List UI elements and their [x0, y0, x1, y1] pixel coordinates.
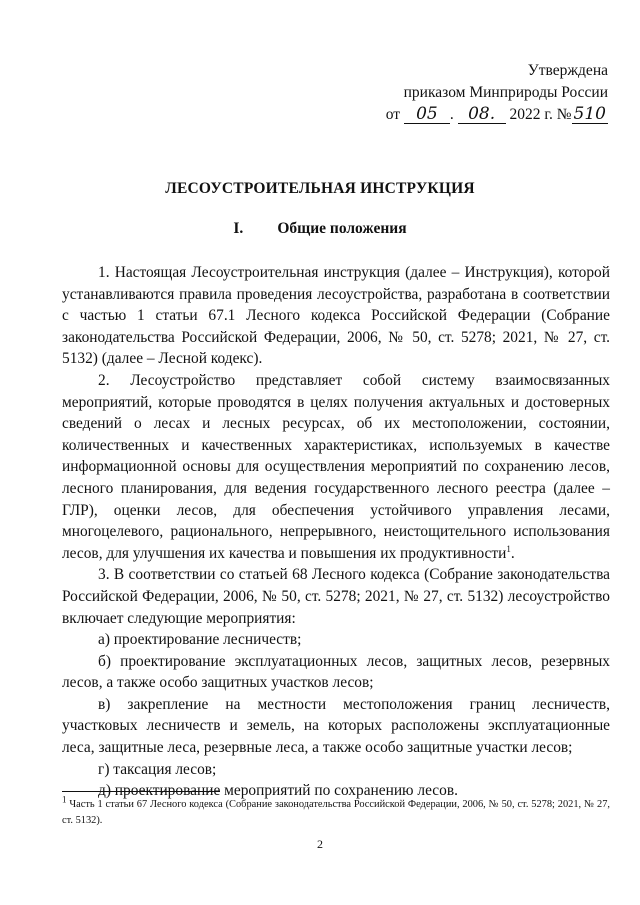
- list-item-v: в) закрепление на местности местоположения границ лесничеств, участковых лесничеств и земель, на которых расположены эксплуатационные леса, защитные леса, резервные леса, а также особо защитные участки лесов;: [62, 695, 610, 757]
- footnote-marker: 1: [62, 794, 67, 805]
- list-item-a: а) проектирование лесничеств;: [98, 631, 302, 649]
- document-title: ЛЕСОУСТРОИТЕЛЬНАЯ ИНСТРУКЦИЯ: [165, 180, 475, 197]
- footnote: [62, 794, 610, 829]
- section-title: Общие положения: [277, 220, 407, 237]
- list-item-g: г) таксация лесов;: [98, 760, 217, 778]
- approval-order-number: 510: [573, 104, 606, 124]
- paragraph-2-text: 2. Лесоустройство представляет собой систему взаимосвязанных мероприятий, которые проводятся в целях получения актуальных и достоверных сведений о лесах и лесных ресурсах, об их местоположении, состоянии, количественных и качественных характеристиках, используемых в качестве информационной основы для осуществления мероприятий по сохранению лесов, лесного планирования, для ведения государственного лесного реестра (далее – ГЛР), оценки лесов, для обеспечения устойчивого управления лесами, многоцелевого, рационального, непрерывного, неистощительного использования лесов, для улучшения их качества и повышения их продуктивности: [62, 371, 610, 562]
- approval-date-month: 08.: [458, 105, 506, 124]
- approval-date-year: 2022 г. №: [509, 106, 572, 123]
- document-body: [62, 262, 610, 802]
- list-item-b: б) проектирование эксплуатационных лесов, защитных лесов, резервных лесов, а также особо защитных участков лесов;: [62, 652, 610, 692]
- approval-date-day: 05: [404, 105, 450, 124]
- approval-line-approved: Утверждена: [527, 62, 608, 79]
- footnote-text: Часть 1 статьи 67 Лесного кодекса (Собрание законодательства Российской Федерации, 2006, № 50, ст. 5278; 2021, № 27, ст. 5132).: [62, 799, 610, 826]
- footnote-reference[interactable]: 1: [506, 543, 511, 554]
- section-heading: [0, 220, 640, 238]
- approval-line-order: приказом Минприроды России: [403, 84, 608, 101]
- paragraph-2: 2. Лесоустройство представляет собой систему взаимосвязанных мероприятий, которые проводятся в целях получения актуальных и достоверных сведений о лесах и лесных ресурсах, об их местоположении, состоянии, количественных и качественных характеристиках, используемых в качестве информационной основы для осуществления мероприятий по сохранению лесов, лесного планирования, для ведения государственного лесного реестра (далее – ГЛР), оценки лесов, для обеспечения устойчивого управления лесами, многоцелевого, рационального, непрерывного, неистощительного использования лесов, для улучшения их качества и повышения их продуктивности$^1$.: [62, 371, 610, 562]
- paragraph-3: 3. В соответствии со статьей 68 Лесного кодекса (Собрание законодательства Российской Федерации, 2006, № 50, ст. 5278; 2021, № 27, ст. 5132) лесоустройство включает следующие мероприятия:: [62, 566, 610, 627]
- approval-date-prefix: от: [385, 106, 401, 123]
- paragraph-1: 1. Настоящая Лесоустроительная инструкция (далее – Инструкция), которой устанавливаются правила проведения лесоустройства, разработана в соответствии с частью 1 статьи 67.1 Лесного кодекса Российской Федерации (Собрание законодательства Российской Федерации, 2006, № 50, ст. 5278; 2021, № 27, ст. 5132) (далее – Лесной кодекс).: [62, 264, 610, 368]
- approval-line-date: от 05 . 08. 2022 г. № 510: [385, 104, 606, 124]
- list-item-d: д) проектирование мероприятий по сохранению лесов.: [98, 782, 458, 800]
- approval-stamp: [386, 60, 608, 126]
- section-number: I.: [233, 220, 244, 237]
- footnote-divider: [62, 791, 220, 792]
- page-number: 2: [317, 837, 323, 851]
